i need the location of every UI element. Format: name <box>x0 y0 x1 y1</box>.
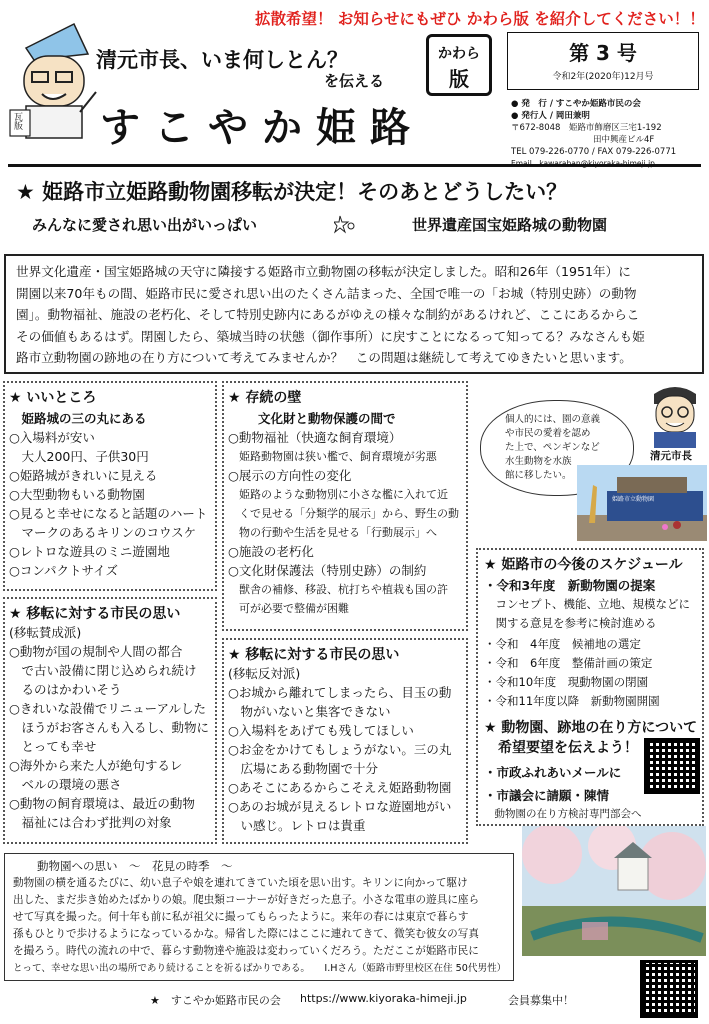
schedule-line: 関する意見を参考に検討進める <box>484 616 657 630</box>
barrier-line: 獣舎の補修、移設、杭打ちや植栽も国の許 <box>228 583 448 596</box>
bubble-line: 館に移したい。 <box>505 470 572 481</box>
schedule-line: コンセプト、機能、立地、規模などに <box>484 597 690 611</box>
con-subtitle: (移転反対派) <box>228 666 301 681</box>
pro-line: ほうがお客さんも入るし、動物に <box>9 720 210 735</box>
good-points-title: ★ いいところ <box>9 390 97 406</box>
schedule-line: ・令和 6年度 整備計画の策定 <box>484 656 653 670</box>
barrier-subtitle: 文化財と動物保護の間で <box>258 411 396 426</box>
con-title: ★ 移転に対する市民の思い <box>228 647 400 663</box>
pro-line: 福祉には合わず批判の対象 <box>9 815 172 830</box>
qr-code-footer[interactable] <box>640 960 698 1018</box>
good-point-line: ○見ると幸せになると話題のハート <box>9 506 208 521</box>
header-subtitle-2: を伝える <box>324 72 385 90</box>
publisher-line: ● 発 行 / すこやか姫路市民の会 <box>511 99 641 109</box>
essay-box <box>4 853 514 981</box>
kawaraban-stamp <box>426 34 492 96</box>
con-line: ○お金をかけてもしょうがない。三の丸 <box>228 742 452 757</box>
barrier-line: 姫路動物園は狭い檻で、飼育環境が劣悪 <box>228 450 437 463</box>
intro-line: 世界文化遺産・国宝姫路城の天守に隣接する姫路市立動物園の移転が決定しました。昭和26年（1951年）に <box>16 264 631 279</box>
headline-sub-left: みんなに愛され思い出がいっぱい <box>32 216 258 234</box>
request-line: ・市政ふれあいメールに <box>484 765 622 780</box>
intro-line: 園」。動物福祉、施設の老朽化、そして特別史跡内にあるがゆえの様々な制約があるけれど、ここにあるからこ <box>16 307 640 322</box>
bubble-line: 個人的には、園の意義 <box>505 414 601 425</box>
pro-line: で古い設備に閉じ込められ続け <box>9 663 197 678</box>
request-subtitle: 希望要望を伝えよう！ <box>498 740 638 756</box>
footer-recruit: 会員募集中！ <box>508 994 574 1007</box>
address-line-1: 〒672-8048 姫路市飾磨区三宅1-192 <box>511 123 662 133</box>
issue-date: 令和2年(2020年)12月号 <box>552 72 654 82</box>
address-line-2: 田中興産ビル4F <box>593 135 655 145</box>
header-subtitle: 清元市長、いま何しとん？ <box>96 48 348 72</box>
schedule-line: ・令和10年度 現動物園の閉園 <box>484 675 649 689</box>
pro-subtitle: (移転賛成派) <box>9 625 82 640</box>
good-point-line: ○レトロな遊具のミニ遊園地 <box>9 544 170 559</box>
con-line: ○お城から離れてしまったら、目玉の動 <box>228 685 452 700</box>
zoo-photo-sign: 姫路市立動物園 <box>612 496 655 503</box>
essay-title: 動物園への思い ～ 花見の時季 ～ <box>37 859 233 873</box>
cherry-blossom-photo <box>522 826 706 956</box>
barrier-line: ○文化財保護法（特別史跡）の制約 <box>228 563 427 578</box>
good-points-box <box>3 381 217 591</box>
schedule-line: ・令和3年度 新動物園の提案 <box>484 578 656 593</box>
essay-line: 出した、まだ歩き始めたばかりの娘。爬虫類コーナーが好きだった息子。小さな電車の遊具に座ら <box>13 894 480 906</box>
bubble-line: 水生動物を水族 <box>505 456 572 467</box>
con-line: 物がいないと集客できない <box>228 704 391 719</box>
con-line: ○あそこにあるからこそええ姫路動物園 <box>228 780 452 795</box>
tel-line: TEL 079-226-0770 / FAX 079-226-0771 <box>511 147 677 157</box>
publisher-info <box>511 98 676 170</box>
sparkle-icon <box>334 214 356 234</box>
mayor-portrait <box>646 380 704 448</box>
zoo-gate-photo <box>577 465 707 541</box>
good-point-line: ○姫路城がきれいに見える <box>9 468 158 483</box>
footer-org: ★ すこやか姫路市民の会 <box>150 994 281 1007</box>
pro-line: るのはかわいそう <box>9 682 122 697</box>
header-banner: 拡散希望！ お知らせにもぜひ かわら版 を紹介してください！！ <box>255 10 705 28</box>
headline-sub-right: 世界遺産国宝姫路城の動物園 <box>412 216 608 234</box>
pro-line: ベルの環境の悪さ <box>9 777 122 792</box>
good-point-line: ○大型動物もいる動物園 <box>9 487 145 502</box>
essay-line: とって、幸せな思い出の場所であり続けることを祈るばかりである。 I.Hさん（姫路市野里校区在住 50代男性） <box>13 963 507 974</box>
barrier-line: くで見せる「分類学的展示」から、野生の動 <box>228 507 459 520</box>
pro-line: ○動物の飼育環境は、最近の動物 <box>9 796 195 811</box>
schedule-title: ★ 姫路市の今後のスケジュール <box>484 557 683 573</box>
essay-line: を撮ろう。時代の流れの中で、暮らす動物達や施設は変わっていくだろう。ただここが姫路市民に <box>13 945 479 957</box>
good-point-line: 姫路城の三の丸にある <box>9 411 147 426</box>
essay-line: 動物園の横を通るたびに、幼い息子や娘を連れてきていた頃を思い出す。キリンに向かって駆け <box>13 877 468 889</box>
con-line: 広場にある動物園で十分 <box>228 761 379 776</box>
request-line: ・市議会に請願・陳情 <box>484 788 610 803</box>
con-line: い感じ。レトロは貴重 <box>228 818 366 833</box>
essay-line: せて写真を撮った。何十年も前に私が祖父に撮ってもらったように。来年の春には東京で暮らす <box>13 911 469 923</box>
mascot-sign: 瓦版 <box>12 112 22 130</box>
barrier-line: 可が必要で整備が困難 <box>228 602 349 615</box>
mayor-label: 清元市長 <box>650 450 692 462</box>
intro-box <box>4 254 704 374</box>
barrier-line: 姫路のような動物別に小さな檻に入れて近 <box>228 488 448 501</box>
intro-line: 路市立動物園の跡地の在り方について考えてみませんか？ この問題は継続して考えてゆきたいと思います。 <box>16 350 632 365</box>
pro-line: ○きれいな設備でリニューアルした <box>9 701 207 716</box>
schedule-line: ・令和11年度以降 新動物園開園 <box>484 694 660 708</box>
con-relocation-box <box>222 638 468 844</box>
barrier-line: 物の行動や生活を見せる「行動展示」へ <box>228 526 437 539</box>
request-title: ★ 動物園、跡地の在り方について <box>484 720 698 736</box>
good-point-line: ○コンパクトサイズ <box>9 563 119 578</box>
barrier-line: ○動物福祉（快適な飼育環境） <box>228 430 402 445</box>
pro-title: ★ 移転に対する市民の思い <box>9 606 181 622</box>
intro-line: その価値もあるはず。閉園したら、築城当時の状態（御作事所）に戻すことになるって知ってる？みなさんも姫 <box>16 328 645 344</box>
good-point-line: ○入場料が安い <box>9 430 95 445</box>
bubble-line: や市民の愛着を認め <box>505 428 591 439</box>
kawaraban-text-1: かわら <box>438 46 480 62</box>
barrier-line: ○展示の方向性の変化 <box>228 468 352 483</box>
good-point-line: 大人200円、子供30円 <box>9 449 149 464</box>
issue-number: 第 3 号 <box>569 41 637 65</box>
pro-line: ○海外から来た人が絶句するレ <box>9 758 183 773</box>
qr-code-request[interactable] <box>644 738 700 794</box>
pro-line: ○動物が国の規制や人間の都合 <box>9 644 183 659</box>
pro-line: とっても幸せ <box>9 739 97 754</box>
schedule-line: ・令和 4年度 候補地の選定 <box>484 637 641 651</box>
essay-line: 孫もひとりで歩けるようになっているかな。帰省した際にはここに連れてきて、微笑む彼女の写真 <box>13 928 479 940</box>
good-point-line: マークのあるキリンのコウスケ <box>9 525 197 540</box>
request-line: 動物園の在り方検討専門部会へ <box>484 808 642 820</box>
con-line: ○入場料をあげても残してほしい <box>228 723 414 738</box>
headline: ★ 姫路市立姫路動物園移転が決定！そのあとどうしたい？ <box>16 180 568 204</box>
newsletter-title: すこやか姫路 <box>100 105 424 151</box>
barrier-title: ★ 存続の壁 <box>228 390 302 406</box>
barrier-line: ○施設の老朽化 <box>228 544 314 559</box>
kawaraban-text-2: 版 <box>449 67 469 91</box>
pro-relocation-box <box>3 597 217 844</box>
issue-box <box>507 32 699 90</box>
bubble-line: た上で、ペンギンなど <box>505 442 600 453</box>
footer-url[interactable]: https://www.kiyoraka-himeji.jp <box>300 992 467 1005</box>
header-rule <box>8 164 701 167</box>
barrier-box <box>222 381 468 631</box>
intro-line: 開園以来70年もの間、姫路市民に愛され思い出のたくさん詰まった、全国で唯一の「お城（特別史跡）の動物 <box>16 285 637 301</box>
editor-line: ● 発行人 / 岡田兼明 <box>511 111 590 121</box>
con-line: ○あのお城が見えるレトロな遊園地がい <box>228 799 452 814</box>
